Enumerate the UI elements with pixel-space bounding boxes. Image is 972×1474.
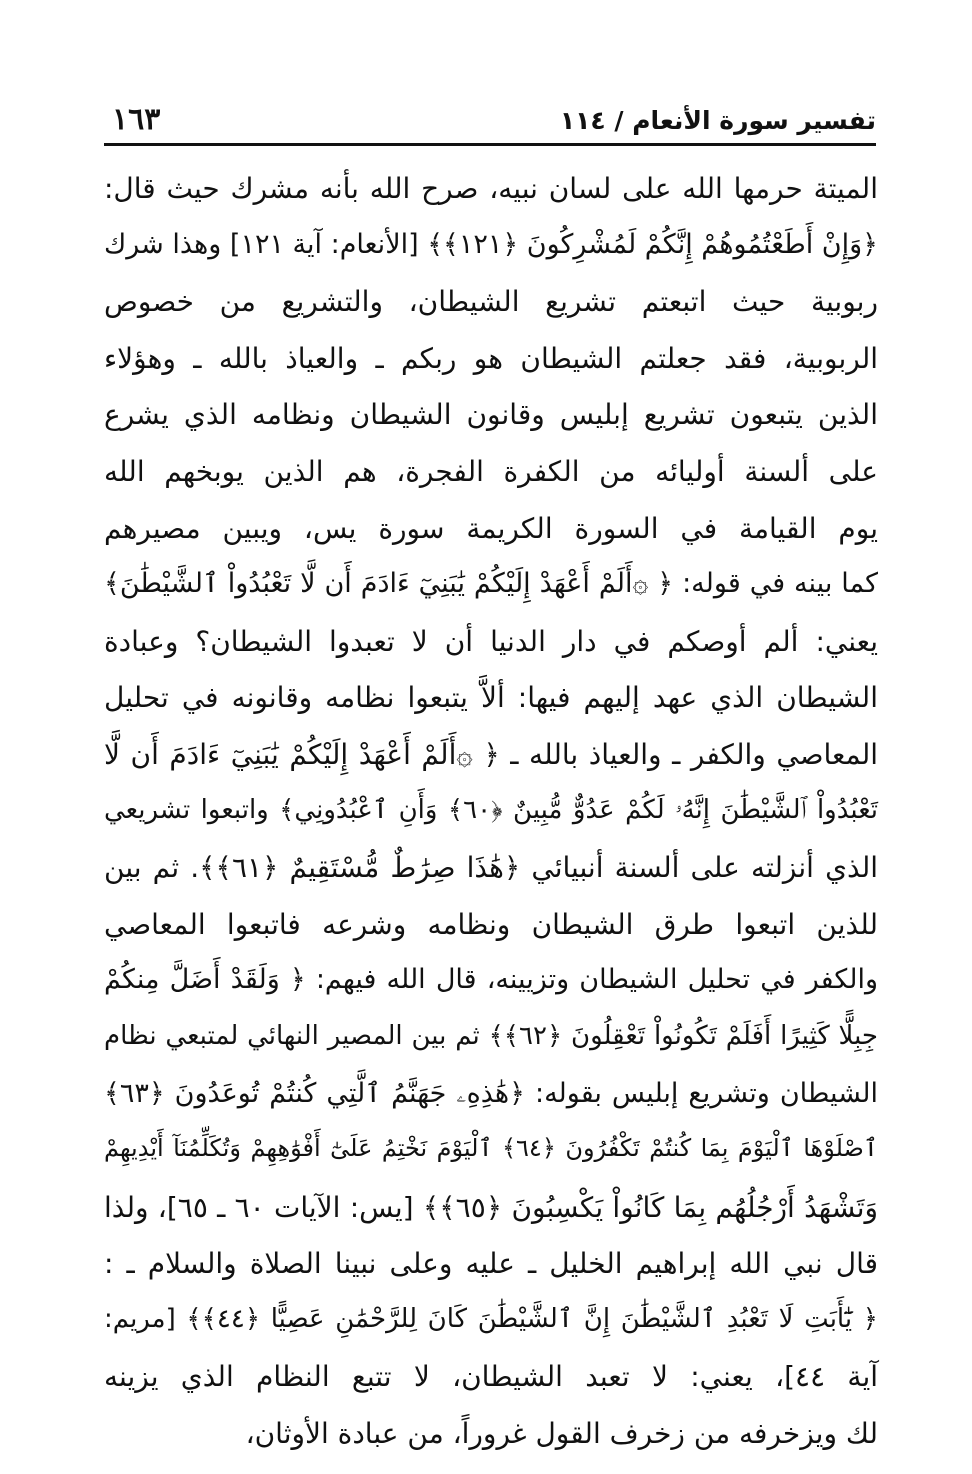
- text-line: الميتة حرمها الله على لسان نبيه، صرح الله بأنه مشرك حيث قال:: [104, 172, 878, 205]
- text-line: وَتَشْهَدُ أَرْجُلُهُم بِمَا كَانُواْ يَكْسِبُونَ ﴿٦٥﴾﴾ [يس: الآيات ٦٠ ـ ٦٥]، ولذا: [104, 1190, 879, 1224]
- text-line: الذي أنزلته على ألسنة أنبيائي ﴿هَٰذَا صِرَٰطٌ مُّسْتَقِيمٌ ﴿٦١﴾﴾. ثم بين: [104, 851, 879, 885]
- text-line: على ألسنة أوليائه من الكفرة الفجرة، هم الذين يوبخهم الله: [104, 454, 878, 488]
- text-line: والكفر في تحليل الشيطان وتزيينه، قال الله فيهم: ﴿ وَلَقَدْ أَضَلَّ مِنكُمْ: [104, 964, 878, 996]
- text-line: الشيطان الذي عهد إليهم فيها: ألاَّ يتبعوا نظامه وقانونه في تحليل: [104, 681, 878, 715]
- header-rule: [104, 143, 876, 146]
- page-header: [104, 92, 876, 142]
- page-body: [104, 172, 878, 1474]
- text-line: قال نبي الله إبراهيم الخليل ـ عليه وعلى نبينا الصلاة والسلام ـ :: [104, 1247, 878, 1281]
- text-line: الشيطان وتشريع إبليس بقوله: ﴿هَٰذِهِۦ جَهَنَّمُ ٱلَّتِي كُنتُمْ تُوعَدُونَ ﴿٦٣﴾: [104, 1077, 878, 1109]
- text-line: يوم القيامة في السورة الكريمة سورة يس، ويبين مصيرهم: [104, 511, 878, 545]
- text-line: ﴿ يَٰٓأَبَتِ لَا تَعْبُدِ ٱلشَّيْطَٰنَ إِنَّ ٱلشَّيْطَٰنَ كَانَ لِلرَّحْمَٰنِ عَصِيًّا ﴿٤٤﴾﴾ [مريم:: [104, 1303, 879, 1334]
- text-line: ﴿وَإِنْ أَطَعْتُمُوهُمْ إِنَّكُمْ لَمُشْرِكُونَ ﴿١٢١﴾﴾ [الأنعام: آية ١٢١] وهذا شرك: [104, 228, 878, 260]
- text-line: للذين اتبعوا طرق الشيطان ونظامه وشرعه فاتبعوا المعاصي: [104, 907, 878, 941]
- text-line: ربوبية حيث اتبعتم تشريع الشيطان، والتشريع من خصوص: [104, 285, 878, 319]
- text-line: الذين يتبعون تشريع إبليس وقانون الشيطان ونظامه الذي يشرع: [104, 398, 878, 432]
- page-number: ١٦٣: [112, 102, 161, 137]
- text-line: الربوبية، فقد جعلتم الشيطان هو ربكم ـ والعياذ بالله ـ وهؤلاء: [104, 341, 878, 375]
- text-line: آية ٤٤]، يعني: لا تعبد الشيطان، لا تتبع النظام الذي يزينه: [104, 1360, 879, 1394]
- text-line: لك ويزخرفه من زخرف القول غروراً، من عبادة الأوثان،: [245, 1417, 878, 1451]
- text-line: كما بينه في قوله: ﴿ ۞أَلَمْ أَعْهَدْ إِلَيْكُمْ يَٰبَنِيٓ ءَادَمَ أَن لَّا تَعْبُدُواْ ٱلشَّيْطَٰنَ﴾: [104, 568, 878, 600]
- text-line: يعني: ألم أوصكم في دار الدنيا أن لا تعبدوا الشيطان؟ وعبادة: [104, 624, 878, 658]
- text-line: المعاصي والكفر ـ والعياذ بالله ـ ﴿ ۞أَلَمْ أَعْهَدْ إِلَيْكُمْ يَٰبَنِيٓ ءَادَمَ أَن لَّا: [104, 737, 878, 771]
- text-line: تَعْبُدُواْ ٱلشَّيْطَٰنَ إِنَّهُۥ لَكُمْ عَدُوٌّ مُّبِينٌ ﴿٦٠﴾ وَأَنِ ٱعْبُدُونِي﴾ واتبعوا تشريعي: [104, 794, 878, 825]
- text-line: ٱصْلَوْهَا ٱلْيَوْمَ بِمَا كُنتُمْ تَكْفُرُونَ ﴿٦٤﴾ ٱلْيَوْمَ نَخْتِمُ عَلَىٰٓ أَفْوَٰهِهِمْ وَتُكَلِّمُنَآ أَيْدِيهِمْ: [104, 1134, 878, 1163]
- running-title: تفسير سورة الأنعام / ١١٤: [559, 106, 876, 135]
- text-line: جِبِلًّا كَثِيرًا أَفَلَمْ تَكُونُواْ تَعْقِلُونَ ﴿٦٢﴾﴾ ثم بين المصير النهائي لمتبعي نظام: [104, 1020, 878, 1051]
